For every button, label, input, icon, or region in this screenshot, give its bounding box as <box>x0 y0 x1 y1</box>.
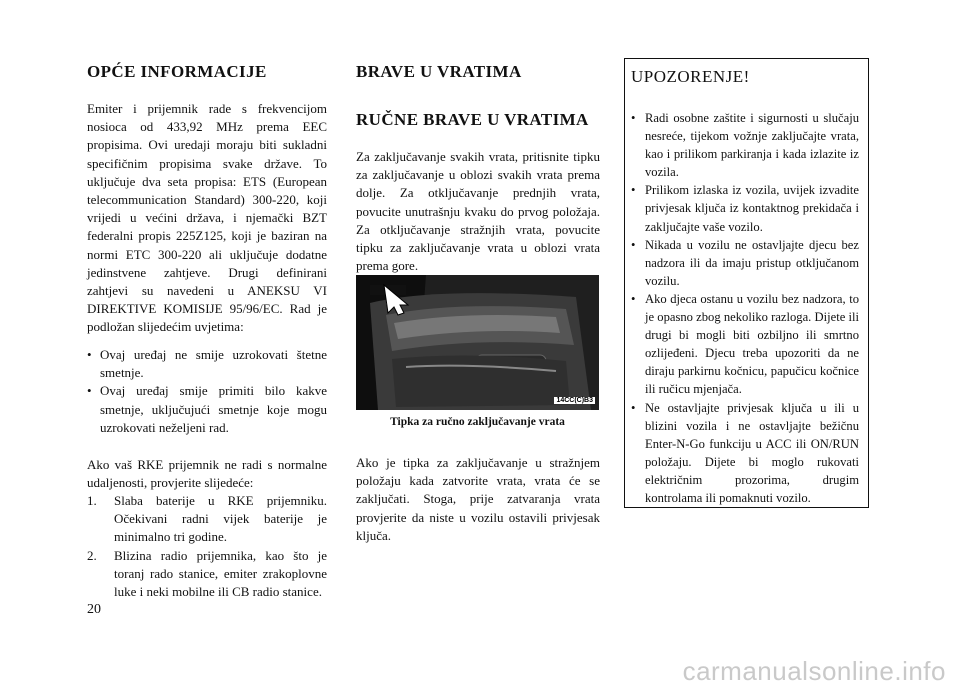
list-item: • Ako djeca ostanu u vozilu bez nadzora, to je opasno zbog nekoliko razloga. Dijete ili drugi bi mogli biti ozbiljno ili smrtno ozlijeđeni. Djecu treba upozoriti da ne diraju parkirnu kočnicu, papučicu kočnice ili ručicu mjenjača. <box>631 290 859 399</box>
item-text: Slaba baterije u RKE prijemniku. Očekivani radni vijek baterije je minimalno tri godine. <box>114 493 327 545</box>
conditions-list <box>87 346 327 437</box>
warning-title: UPOZORENJE! <box>631 67 750 86</box>
rke-checklist <box>87 492 327 601</box>
list-item: • Radi osobne zaštite i sigurnosti u slučaju nesreće, tijekom vožnje zaključajte vrata, kao i prilikom parkiranja i kada izlazite iz vozila. <box>631 109 859 181</box>
list-item: • Ovaj uređaj ne smije uzrokovati štetne smetnje. <box>87 346 327 382</box>
warning-list <box>631 109 859 507</box>
list-item: • Prilikom izlaska iz vozila, uvijek izvadite privjesak ključa iz kontaktnog prekidača i zaključajte vaše vozilo. <box>631 181 859 235</box>
rke-intro-paragraph: Ako vaš RKE prijemnik ne radi s normalne udaljenosti, provjerite slijedeće: <box>87 457 327 491</box>
list-item <box>87 547 327 602</box>
watermark: carmanualsonline.info <box>682 656 946 686</box>
heading-manual-door-locks: RUČNE BRAVE U VRATIMA <box>356 110 589 129</box>
lock-note-paragraph: Ako je tipka za zaključavanje u stražnjem položaju kada zatvorite vrata, vrata će se zaključati. Stoga, prije zatvaranja vrata provjerite da niste u vozilu ostavili privjesak ključa. <box>356 455 600 543</box>
list-item: • Ne ostavljajte privjesak ključa u ili u blizini vozila i ne ostavljajte bežičnu Enter-N-Go funkciju u ACC ili ON/RUN položaju. Dijete bi moglo rukovati električnim prozorima, drugim kontrolama ili pomaknuti vozilo. <box>631 399 859 508</box>
list-item <box>87 492 327 547</box>
photo-caption: Tipka za ručno zaključavanje vrata <box>390 416 565 428</box>
manual-lock-paragraph: Za zaključavanje svakih vrata, pritisnite tipku za zaključavanje u oblozi svakih vrata prema dolje. Za otključavanje prednjih vrata, povucite unutrašnju kvaku do prvog položaja. Za otključavanje stražnjih vrata, povucite tipku za zaključavanje vrata u oblozi vrata prema gore. <box>356 149 600 274</box>
door-panel-illustration <box>356 275 599 410</box>
list-item: • Ovaj uređaj smije primiti bilo kakve smetnje, uključujući smetnje koje mogu uzrokovati neželjeni rad. <box>87 382 327 437</box>
item-number: 1. <box>87 493 97 508</box>
image-code: 14CC(C)B3 <box>556 397 593 404</box>
list-item: • Nikada u vozilu ne ostavljajte djecu bez nadzora ili da imaju pristup otključanom vozilu. <box>631 236 859 290</box>
page-number: 20 <box>87 602 101 617</box>
warning-box <box>624 58 869 508</box>
item-text: Blizina radio prijemnika, kao što je toranj rado stanice, emiter zrakoplovne luke i neki mobilne ili CB radio stanice. <box>114 547 327 600</box>
heading-general-info: OPĆE INFORMACIJE <box>87 62 267 81</box>
item-number: 2. <box>87 547 97 563</box>
intro-paragraph: Emiter i prijemnik rade s frekvencijom nosioca od 433,92 MHz prema EEC propisima. Ovi uredaji moraju biti sukladni specifičnim propisima svake države. To uključuje dva seta propisa: ETS (European telecommunication Standard) 300-220, koji vrijedi u većini država, i njemački BZT federalni propis 225Z125, koji je baziran na normi ETC 300-220 ali uključuje dodatne jedinstvene zahtjeve. Drugi definirani zahtjevi su navedeni u ANEKSU VI DIREKTIVE KOMISIJE 95/96/EC. Rad je podložan slijedećim uvjetima: <box>87 101 327 335</box>
heading-door-locks: BRAVE U VRATIMA <box>356 62 522 81</box>
door-lock-photo <box>356 275 599 410</box>
